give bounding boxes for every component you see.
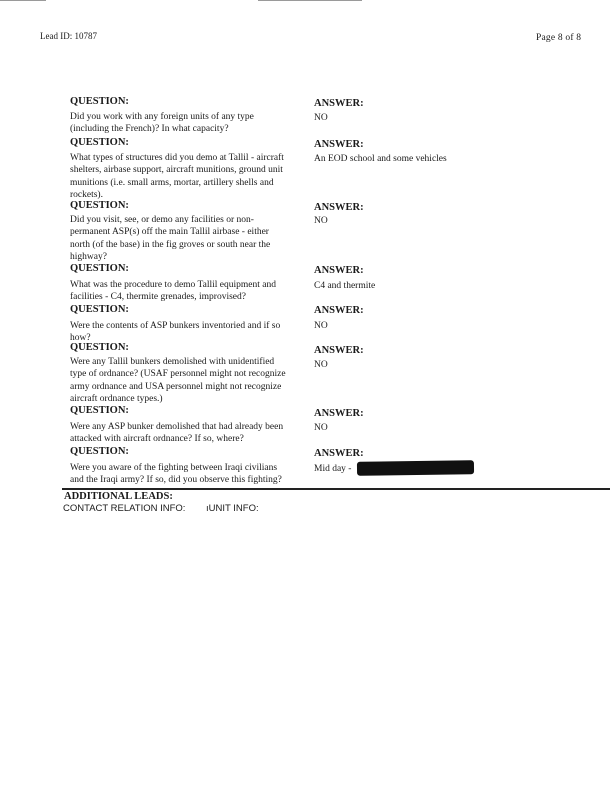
answer-label-8: ANSWER: bbox=[314, 448, 364, 459]
answer-line: C4 and thermite bbox=[314, 281, 376, 291]
question-label-7: QUESTION: bbox=[70, 405, 129, 416]
answer-label-3: ANSWER: bbox=[314, 202, 364, 213]
question-label-3: QUESTION: bbox=[70, 200, 129, 211]
page-indicator: Page 8 of 8 bbox=[536, 33, 582, 43]
unit-info-label: ıUNIT INFO: bbox=[206, 503, 259, 514]
scan-edge-left bbox=[0, 0, 46, 1]
question-text-8 bbox=[70, 462, 302, 487]
section-divider bbox=[62, 488, 610, 490]
answer-line: Mid day - bbox=[314, 464, 352, 474]
question-line: shelters, airbase support, aircraft munitions, ground unit bbox=[70, 165, 283, 176]
question-line: Did you visit, see, or demo any facilities or non- bbox=[70, 215, 254, 225]
question-text-3 bbox=[70, 214, 302, 263]
scan-edge-center bbox=[258, 0, 362, 1]
answer-label-2: ANSWER: bbox=[314, 139, 364, 150]
question-label-5: QUESTION: bbox=[70, 304, 129, 315]
answer-line: NO bbox=[314, 113, 328, 123]
question-line: and the Iraqi army? If so, did you observe this fighting? bbox=[70, 475, 282, 486]
question-line: Did you work with any foreign units of any type bbox=[70, 112, 254, 122]
answer-text-5 bbox=[314, 320, 494, 332]
answer-label-4: ANSWER: bbox=[314, 265, 364, 276]
question-line: aircraft ordnance types.) bbox=[70, 393, 163, 404]
question-line: Were any Tallil bunkers demolished with unidentified bbox=[70, 357, 275, 367]
question-text-2 bbox=[70, 152, 302, 201]
question-line: highway? bbox=[70, 251, 107, 262]
answer-text-1 bbox=[314, 112, 494, 124]
answer-text-2 bbox=[314, 153, 494, 165]
answer-label-7: ANSWER: bbox=[314, 408, 364, 419]
question-line: munitions (i.e. small arms, mortar, artillery shells and bbox=[70, 177, 274, 188]
question-line: how? bbox=[70, 333, 91, 344]
answer-line: NO bbox=[314, 216, 328, 226]
question-text-5 bbox=[70, 320, 302, 345]
additional-leads-heading: ADDITIONAL LEADS: bbox=[64, 491, 173, 502]
question-label-6: QUESTION: bbox=[70, 342, 129, 353]
question-line: facilities - C4, thermite grenades, improvised? bbox=[70, 292, 246, 303]
answer-label-6: ANSWER: bbox=[314, 345, 364, 356]
question-line: army ordnance and USA personnel might not recognize bbox=[70, 381, 282, 392]
answer-text-4 bbox=[314, 280, 494, 292]
answer-line: NO bbox=[314, 360, 328, 370]
question-label-4: QUESTION: bbox=[70, 263, 129, 274]
question-text-4 bbox=[70, 279, 302, 304]
question-line: What was the procedure to demo Tallil equipment and bbox=[70, 280, 276, 290]
question-text-7 bbox=[70, 421, 302, 446]
question-line: Were any ASP bunker demolished that had already been bbox=[70, 422, 284, 432]
question-line: north (of the base) in the fig groves or south near the bbox=[70, 239, 271, 250]
question-line: permanent ASP(s) off the main Tallil airbase - either bbox=[70, 227, 269, 238]
question-text-1 bbox=[70, 111, 302, 136]
answer-text-7 bbox=[314, 422, 494, 434]
question-line: Were you aware of the fighting between Iraqi civilians bbox=[70, 463, 278, 473]
redaction-bar bbox=[357, 460, 474, 476]
lead-id: Lead ID: 10787 bbox=[40, 31, 97, 41]
question-line: (including the French)? In what capacity? bbox=[70, 124, 229, 135]
question-line: Were the contents of ASP bunkers inventoried and if so bbox=[70, 321, 281, 331]
answer-label-1: ANSWER: bbox=[314, 98, 364, 109]
question-line: What types of structures did you demo at Tallil - aircraft bbox=[70, 153, 284, 163]
question-line: rockets). bbox=[70, 189, 103, 200]
question-text-6 bbox=[70, 356, 302, 405]
contact-relation-info-label: CONTACT RELATION INFO: bbox=[63, 503, 186, 514]
question-line: type of ordnance? (USAF personnel might not recognize bbox=[70, 369, 286, 380]
answer-line: NO bbox=[314, 423, 328, 433]
answer-text-6 bbox=[314, 359, 494, 371]
answer-label-5: ANSWER: bbox=[314, 305, 364, 316]
answer-line: NO bbox=[314, 321, 328, 331]
answer-text-3 bbox=[314, 215, 494, 227]
answer-line: An EOD school and some vehicles bbox=[314, 154, 447, 164]
question-label-8: QUESTION: bbox=[70, 446, 129, 457]
question-label-1: QUESTION: bbox=[70, 96, 129, 107]
question-label-2: QUESTION: bbox=[70, 137, 129, 148]
question-line: attacked with aircraft ordnance? If so, where? bbox=[70, 434, 244, 445]
